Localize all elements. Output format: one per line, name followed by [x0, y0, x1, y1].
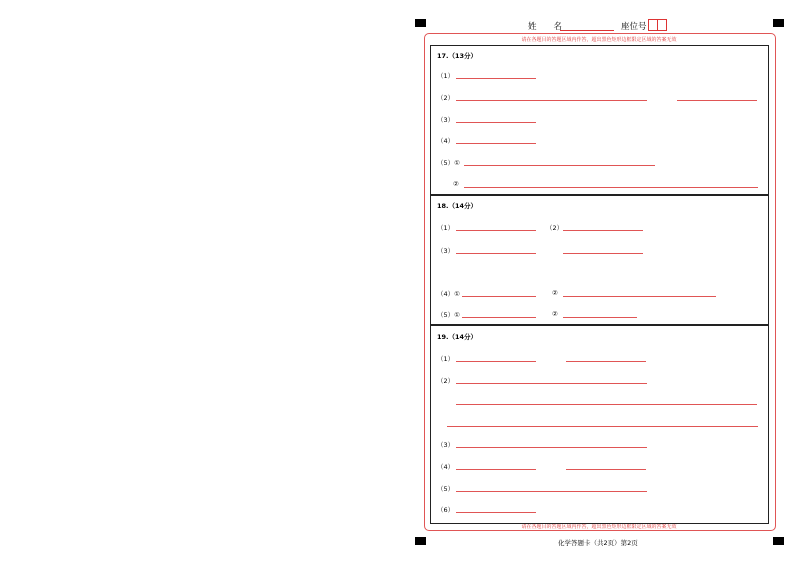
q19-part-1-label: （1）: [437, 355, 455, 363]
q19-part-6-answer-line[interactable]: [456, 512, 536, 513]
question-17-box: [430, 45, 769, 196]
q19-part-2-answer-line-b[interactable]: [456, 404, 757, 405]
q18-part-4-1-answer-line[interactable]: [462, 296, 536, 297]
q17-part-4-label: （4）: [437, 137, 455, 145]
q17-part-3-label: （3）: [437, 116, 455, 124]
q18-part-5-1-answer-line[interactable]: [462, 317, 536, 318]
q18-part-5-1-label: （5）①: [437, 311, 460, 319]
q19-part-4-answer-line-b[interactable]: [566, 469, 646, 470]
bottom-notice: 请在各题目的答题区域内作答，超出黑色矩形边框限定区域的答案无效: [521, 524, 677, 530]
q19-part-2-label: （2）: [437, 377, 455, 385]
q18-part-4-1-label: （4）①: [437, 290, 460, 298]
q19-part-2-answer-line-c[interactable]: [447, 426, 758, 427]
q19-part-5-label: （5）: [437, 485, 455, 493]
q18-part-5-2-answer-line[interactable]: [563, 317, 637, 318]
name-label: 姓 名: [528, 22, 563, 32]
q19-part-3-answer-line[interactable]: [456, 447, 647, 448]
q19-part-1-answer-line-b[interactable]: [566, 361, 646, 362]
q18-part-2-label: （2）: [546, 224, 564, 232]
q18-part-2-answer-line[interactable]: [563, 230, 643, 231]
name-field[interactable]: [560, 30, 614, 31]
q17-part-1-label: （1）: [437, 72, 455, 80]
q17-part-2-answer-line-a[interactable]: [456, 100, 647, 101]
q17-part-2-answer-line-b[interactable]: [677, 100, 757, 101]
q18-part-4-2-label: ②: [552, 289, 558, 297]
q19-part-4-answer-line-a[interactable]: [456, 469, 536, 470]
q18-part-5-2-label: ②: [552, 310, 558, 318]
q19-part-1-answer-line-a[interactable]: [456, 361, 536, 362]
question-19-title: 19.（14分）: [437, 333, 478, 341]
question-17-title: 17.（13分）: [437, 52, 478, 60]
seat-number-box-2[interactable]: [657, 19, 667, 31]
question-18-box: [430, 194, 769, 326]
page-footer: 化学答题卡（共2页）第2页: [558, 539, 638, 547]
q19-part-4-label: （4）: [437, 463, 455, 471]
q18-part-3-label: （3）: [437, 247, 455, 255]
q17-part-1-answer-line[interactable]: [456, 78, 536, 79]
q19-part-6-label: （6）: [437, 506, 455, 514]
q18-part-1-answer-line[interactable]: [456, 230, 536, 231]
q17-part-5-2-answer-line[interactable]: [464, 187, 758, 188]
q18-part-4-2-answer-line[interactable]: [563, 296, 716, 297]
registration-mark-bottom-right: [773, 537, 784, 545]
registration-mark-bottom-left: [415, 537, 426, 545]
registration-mark-top-right: [773, 19, 784, 27]
question-19-box: [430, 324, 769, 524]
q19-part-2-answer-line-a[interactable]: [456, 383, 647, 384]
q17-part-5-1-label: （5）①: [437, 159, 460, 167]
registration-mark-top-left: [415, 19, 426, 27]
top-notice: 请在各题目的答题区域内作答，超出黑色矩形边框限定区域的答案无效: [521, 37, 677, 43]
q17-part-3-answer-line[interactable]: [456, 122, 536, 123]
q17-part-5-2-label: ②: [453, 180, 459, 188]
q18-part-1-label: （1）: [437, 224, 455, 232]
q17-part-5-1-answer-line[interactable]: [464, 165, 655, 166]
q17-part-4-answer-line[interactable]: [456, 143, 536, 144]
q18-part-3-answer-line-a[interactable]: [456, 253, 536, 254]
q17-part-2-label: （2）: [437, 94, 455, 102]
q19-part-3-label: （3）: [437, 441, 455, 449]
seat-number-label: 座位号: [621, 22, 647, 32]
q18-part-3-answer-line-b[interactable]: [563, 253, 643, 254]
q19-part-5-answer-line[interactable]: [456, 491, 647, 492]
question-18-title: 18.（14分）: [437, 202, 478, 210]
